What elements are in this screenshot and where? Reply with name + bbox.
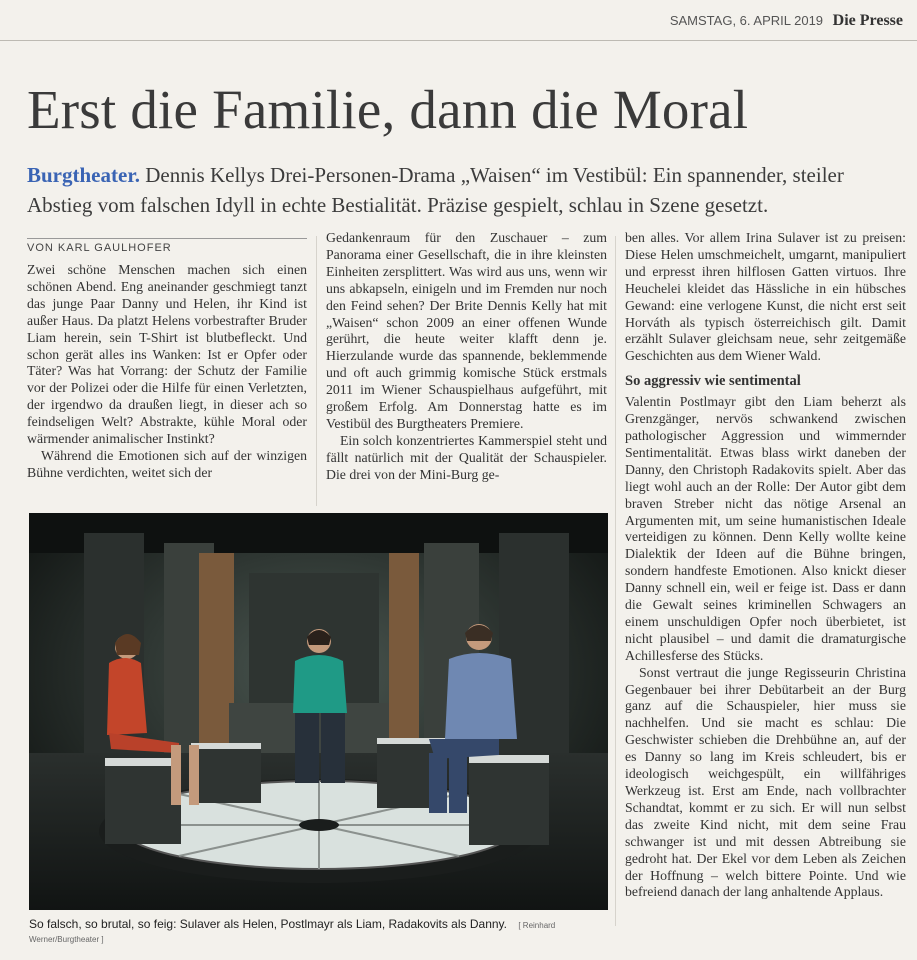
paragraph: Sonst vertraut die junge Regisseurin Christina Gegenbauer bei ihrer Debütarbeit an der Burg ganz auf die Schauspieler, hier muss sie nachhelfen. Und sie macht es schlau: Die Geschwister schieben die Drehbühne an, auf der es Danny so lang im Kreis schleudert, bis er ideologisch weichgespült, ein willfähriges Werkzeug ist. Erst am Ende, nach vollbrachter Schandtat, kommt er zu sich. Er will nun selbst das zweite Kind nicht, mit dem seine Frau schwanger ist und mit dessen Abtreibung sie gedroht hat. Der Ekel vor dem Leben als Zeichen der Hoffnung – welch bittere Pointe. Und wie befreiend danach der lang anhaltende Applaus. bbox=[625, 664, 906, 900]
paragraph: Gedankenraum für den Zuschauer – zum Panorama einer Gesellschaft, die in ihre kleinsten Einheiten zersplittert. Was wird aus uns, wenn wir uns abkapseln, einigeln und im Fremden nur noch den Feind sehen? Der Brite Dennis Kelly hat mit „Waisen“ schon 2009 an einer offenen Wunde gerührt, die heute weiter klafft denn je. Hierzulande wurde das spannende, beklemmende und oft auch grimmig komische Stück erstmals 2011 im Wiener Schauspielhaus aufgeführt, mit großem Erfolg. Am Donnerstag hatte es im Vestibül des Burgtheaters Premiere. bbox=[326, 230, 607, 431]
stage-photo bbox=[29, 513, 608, 910]
byline: VON KARL GAULHOFER bbox=[27, 238, 307, 254]
paragraph: Zwei schöne Menschen machen sich einen schönen Abend. Eng aneinander geschmiegt tanzt das junge Paar Danny und Helen, ihr Kind ist außer Haus. Da platzt Helens vorbestrafter Bruder Liam herein, sein T-Shirt ist blutbefleckt. Und schon gerät alles ins Wanken: Ist er Opfer oder Täter? Was hat Vorrang: der Schutz der Familie vor der Polizei oder die Hilfe für einen Verletzten, der irgendwo da draußen liegt, in dieser ach so feindseligen Welt? Abstrakte, kühle Moral oder wärmender animalischer Instinkt? bbox=[27, 262, 307, 447]
column-divider bbox=[316, 236, 317, 506]
paragraph: Während die Emotionen sich auf der winzigen Bühne verdichten, weitet sich der bbox=[27, 447, 307, 480]
article-column-1 bbox=[27, 262, 307, 482]
newspaper-brand: Die Presse bbox=[832, 12, 903, 29]
article-headline: Erst die Familie, dann die Moral bbox=[27, 79, 749, 140]
photo-caption bbox=[29, 917, 609, 945]
stage-scene-illustration bbox=[29, 513, 608, 910]
section-subhead: So aggressiv wie sentimental bbox=[625, 373, 801, 390]
deck-text: Dennis Kellys Drei-Personen-Drama „Waisen“ im Vestibül: Ein spannender, steiler Abstieg vom falschen Idyll in echte Bestialität. Präzise gespielt, schlau in Szene gesetzt. bbox=[27, 163, 844, 217]
issue-date: SAMSTAG, 6. APRIL 2019 bbox=[669, 13, 824, 28]
column-divider bbox=[615, 236, 616, 926]
article-deck bbox=[27, 160, 907, 220]
paragraph: Ein solch konzentriertes Kammerspiel steht und fällt natürlich mit der Qualität der Schauspieler. Die drei von der Mini-Burg ge- bbox=[326, 432, 607, 482]
page-header bbox=[670, 12, 903, 30]
header-rule bbox=[0, 40, 917, 41]
caption-text: So falsch, so brutal, so feig: Sulaver als Helen, Postlmayr als Liam, Radakovits als Danny. bbox=[29, 917, 507, 931]
paragraph: ben alles. Vor allem Irina Sulaver ist zu preisen: Diese Helen umschmeichelt, umgarnt, manipuliert und erpresst ihren hilflosen Gatten virtuos. Ihre Heuchelei kleidet das Hässliche in ein hübsches Gewand: eine verlogene Kunst, die nicht erst seit Horváth als typisch österreichisch gilt. Damit erzählt Sulaver gleichsam neue, sehr zeitgemäße Geschichten aus dem Wiener Wald. bbox=[625, 230, 906, 364]
deck-kicker: Burgtheater. bbox=[27, 163, 140, 187]
photo-credit: [ Reinhard Werner/Burgtheater ] bbox=[29, 921, 556, 944]
paragraph: Valentin Postlmayr gibt den Liam beherzt als Grenzgänger, nervös schwankend zwischen pathologischer Aggression und wimmernder Sentimentalität. Etwas blass wirkt daneben der Danny, den Christoph Radakovits spielt. Aber das liegt wohl auch an der Rolle: Der Autor gibt dem braven Streber nicht das nötige Arsenal an Argumenten mit, um seine humanistischen Ideale verteidigen zu können. Denn Kelly wollte keine Dialektik der Ideen auf die Bühne bringen, sondern handfeste Emotionen. Also knickt dieser Danny schnell ein, weil er feige ist. Dass er dann die Gewalt seines kriminellen Schwagers an einem unschuldigen Opfer noch überbietet, ist nicht plausibel – und damit die dramaturgische Achillesferse des Stücks. bbox=[625, 394, 906, 663]
article-column-3 bbox=[625, 230, 906, 901]
article-column-2 bbox=[326, 230, 607, 484]
